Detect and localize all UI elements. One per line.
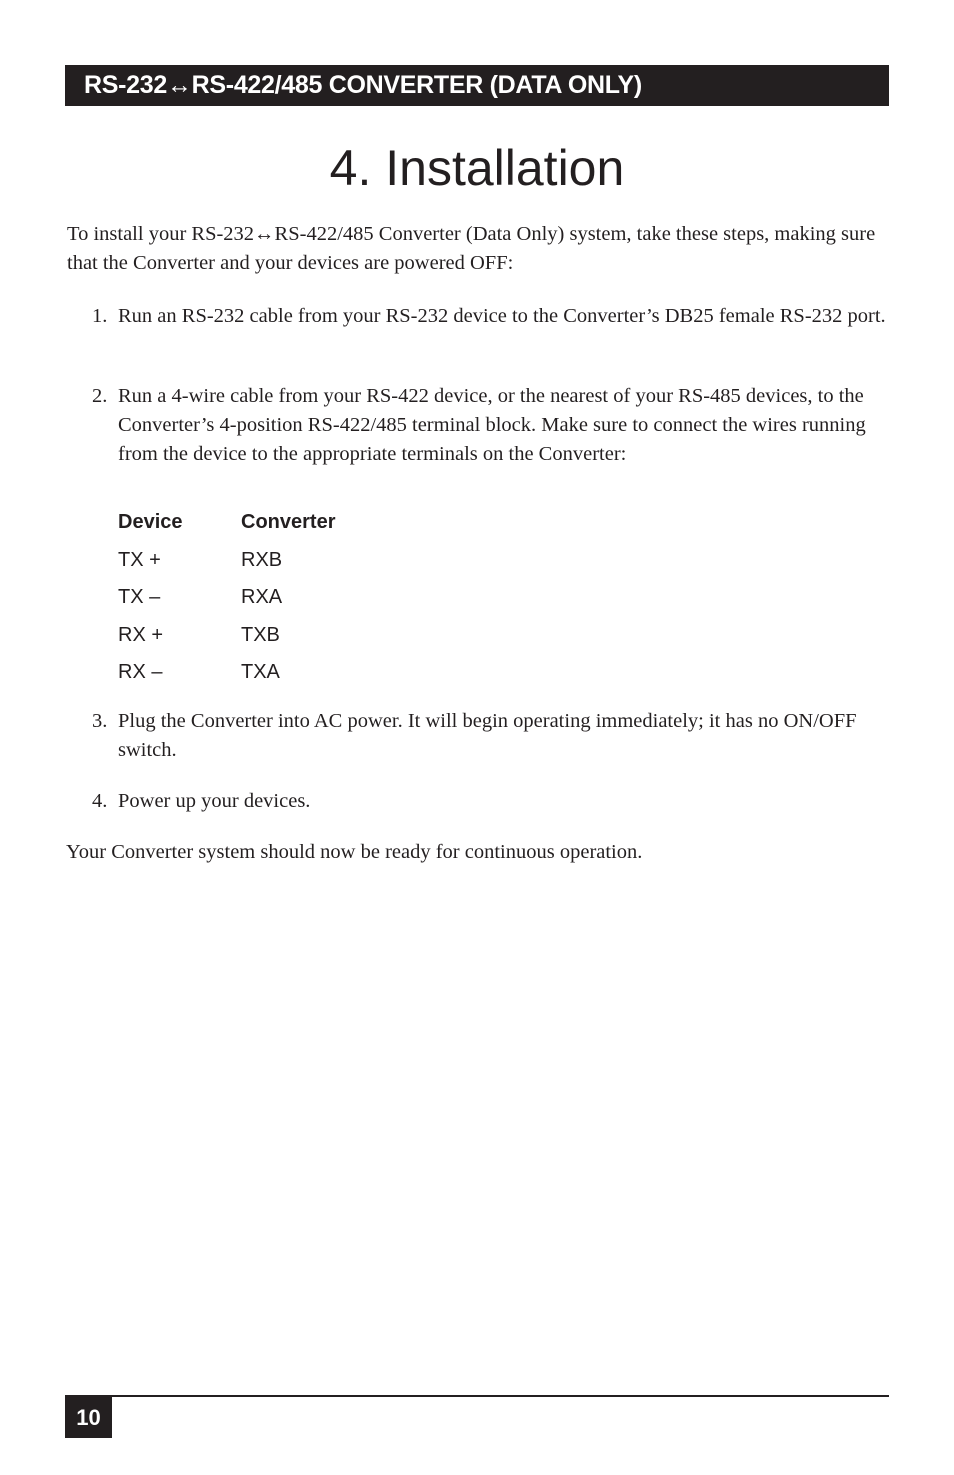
step-text: Power up your devices. <box>118 790 311 812</box>
step-number: 2. <box>92 385 108 407</box>
step-text: Run a 4-wire cable from your RS-422 device, or the nearest of your RS-485 devices, to the Converter’s 4-position RS-422/485 terminal block. Make sure to connect the wires running from the device to the appropriate terminals on the Converter: <box>118 385 866 465</box>
page-number: 10 <box>65 1397 112 1438</box>
column-header-converter: Converter <box>241 511 336 534</box>
column-header-device: Device <box>118 511 183 534</box>
step-4 <box>92 787 887 816</box>
device-cell: TX – <box>118 586 161 609</box>
step-number: 4. <box>92 790 108 812</box>
step-text: Plug the Converter into AC power. It will begin operating immediately; it has no ON/OFF switch. <box>118 710 857 761</box>
step-text: Run an RS-232 cable from your RS-232 device to the Converter’s DB25 female RS-232 port. <box>118 305 886 327</box>
table-row <box>118 617 335 655</box>
running-header: RS-232↔RS-422/485 CONVERTER (DATA ONLY) <box>65 65 889 106</box>
intro-paragraph: To install your RS-232↔RS-422/485 Converter (Data Only) system, take these steps, making sure that the Converter and your devices are powered OFF: <box>67 223 876 274</box>
footer-rule <box>65 1395 889 1397</box>
table-row <box>118 542 335 580</box>
step-3 <box>92 707 887 765</box>
device-cell: RX – <box>118 661 163 684</box>
device-cell: RX + <box>118 623 164 646</box>
closing-paragraph: Your Converter system should now be ready for continuous operation. <box>66 841 643 863</box>
table-row <box>118 579 335 617</box>
step-2 <box>92 382 887 469</box>
converter-cell: TXA <box>241 661 280 684</box>
wiring-table <box>118 504 335 692</box>
step-number: 1. <box>92 305 108 327</box>
step-number: 3. <box>92 710 108 732</box>
device-cell: TX + <box>118 548 161 571</box>
page-title: 4. Installation <box>329 140 625 196</box>
table-row <box>118 654 335 692</box>
converter-cell: RXB <box>241 548 283 571</box>
converter-cell: TXB <box>241 623 280 646</box>
converter-cell: RXA <box>241 586 283 609</box>
table-header-row <box>118 504 335 542</box>
step-1 <box>92 302 887 331</box>
